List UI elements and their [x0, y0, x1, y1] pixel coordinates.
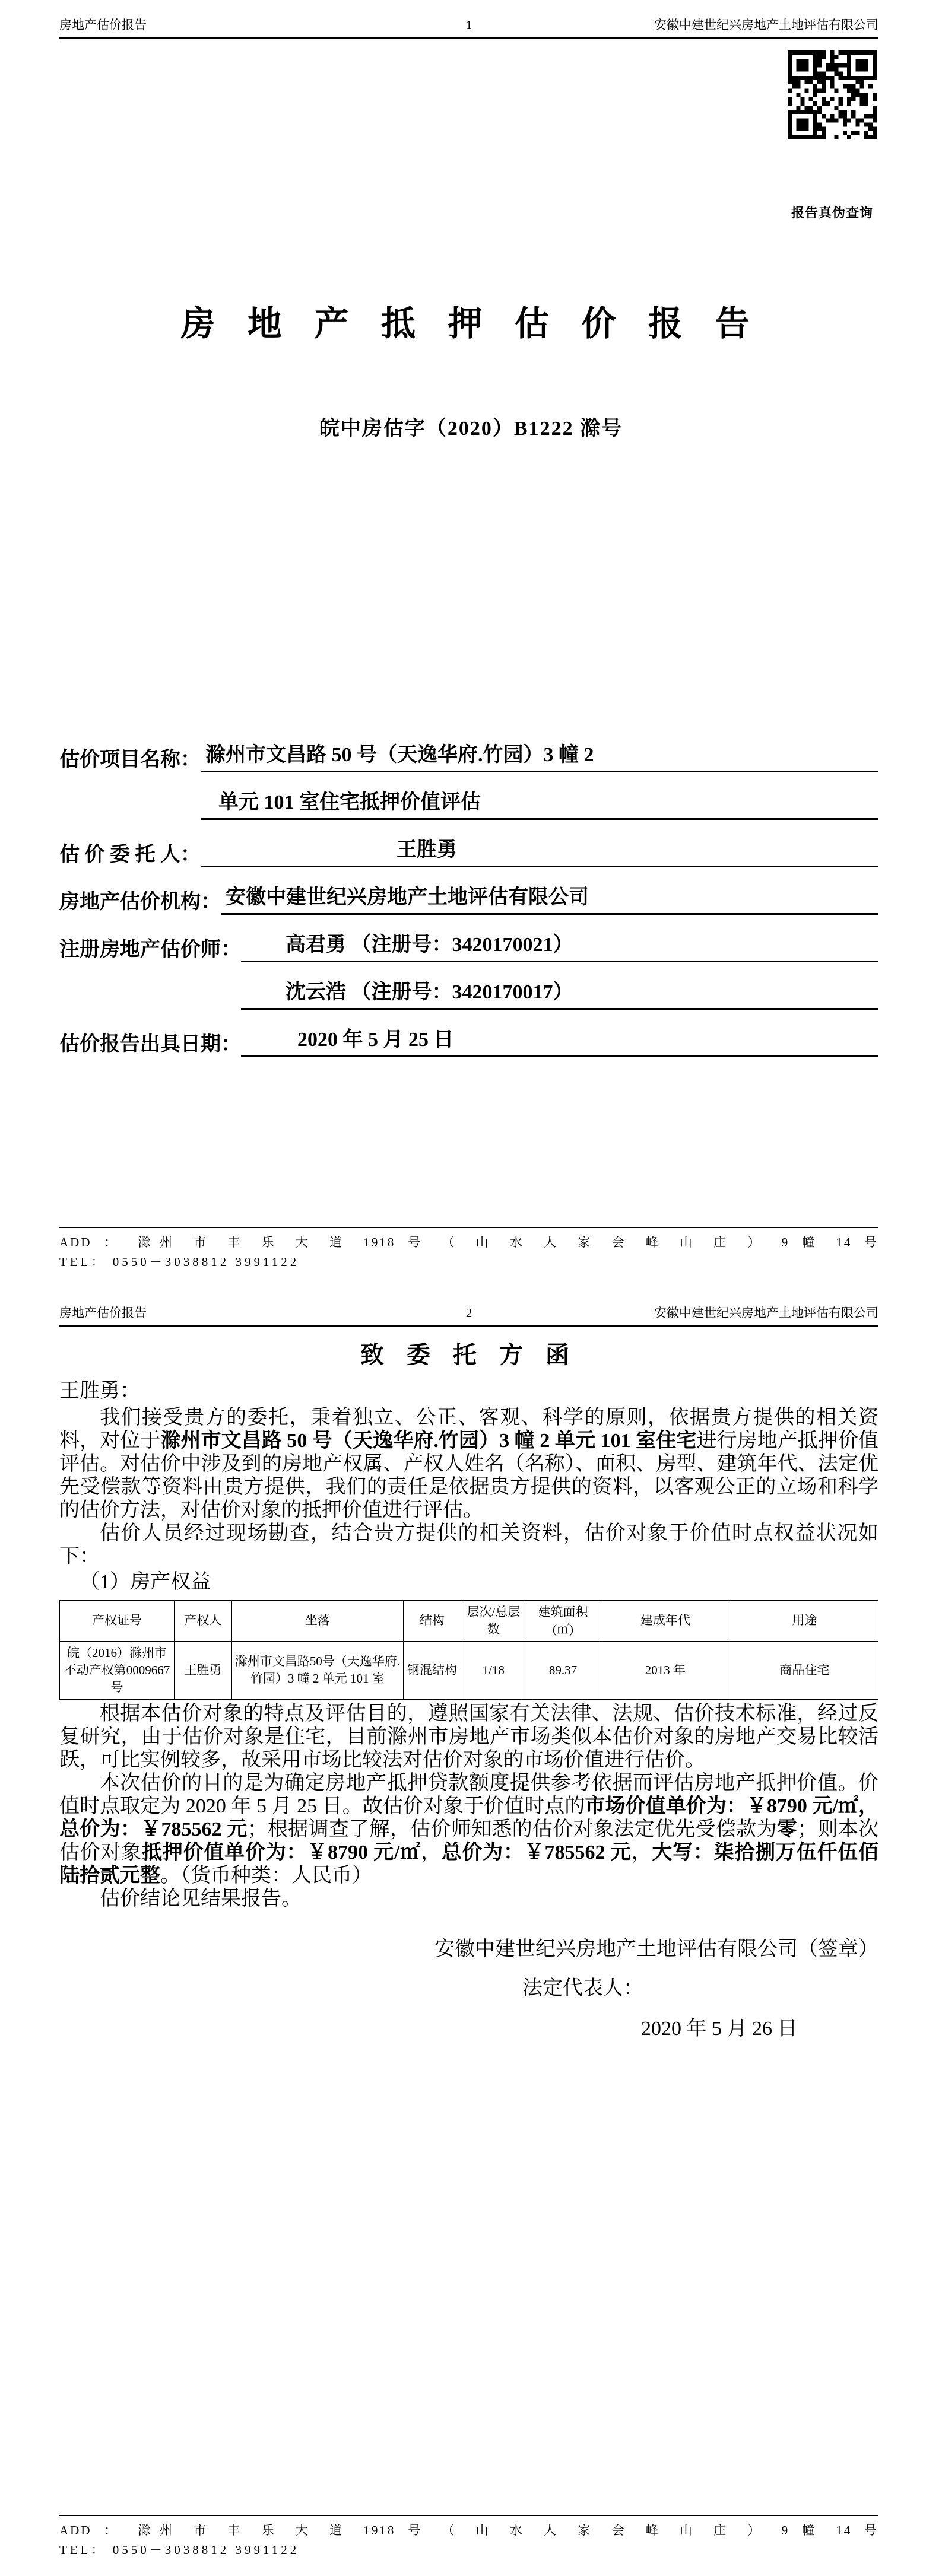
form-value-appraiser-1: 高君勇 （注册号：3420170021） [241, 933, 878, 963]
footer-phone: TEL： 0550－3038812 3991122 [59, 1254, 300, 1269]
table-header-cell-location: 坐落 [231, 1600, 404, 1641]
footer-address: ADD ： 滁州 市 丰 乐 大 道 1918 号 （ 山 水 人 家 会 峰 山 庄 ） 9 幢 14 号 [59, 2523, 878, 2538]
table-cell-location: 滁州市文昌路50号（天逸华府. 竹园）3 幢 2 单元 101 室 [231, 1641, 404, 1699]
page-footer [59, 2515, 878, 2558]
table-header-cell-structure: 结构 [404, 1600, 461, 1641]
table-cell-use: 商品住宅 [731, 1641, 878, 1699]
table-cell-structure: 钢混结构 [404, 1641, 461, 1699]
table-cell-year: 2013 年 [600, 1641, 731, 1699]
paragraph-intro: 我们接受贵方的委托，秉着独立、公正、客观、科学的原则，依据贵方提供的相关资料，对位于滁州市文昌路 50 号（天逸华府.竹园）3 幢 2 单元 101 室住宅进行房地产抵押价值评估。对估价中涉及到的房地产权属、产权人姓名（名称）、面积、房型、建筑年代、法定优先受偿款等资料由贵方提供，我们的责任是依据贵方提供的资料，以客观公正的立场和科学的估价方法，对估价对象的抵押价值进行评估。 [59, 1406, 879, 1521]
form-value-project-name: 滁州市文昌路 50 号（天逸华府.竹园）3 幢 2 [201, 743, 878, 773]
paragraph-conclusion: 估价结论见结果报告。 [100, 1887, 302, 1910]
paragraph-method: 根据本估价对象的特点及评估目的，遵照国家有关法律、法规、估价技术标准，经过反复研究，由于估价对象是住宅，目前滁州市房地产市场类似本估价对象的房地产交易比较活跃，可比实例较多，故采用市场比较法对估价对象的市场价值进行估价。 [59, 1702, 878, 1771]
report-title: 房 地 产 抵 押 估 价 报 告 [180, 304, 762, 343]
form-value-appraiser-2: 沈云浩 （注册号：3420170017） [241, 980, 878, 1010]
header-doc-name: 房地产估价报告 [59, 1306, 147, 1320]
header-doc-name: 房地产估价报告 [59, 18, 147, 32]
form-row-agency [59, 867, 878, 915]
paragraph-valuation: 本次估价的目的是为确定房地产抵押贷款额度提供参考依据而评估房地产抵押价值。价值时点取定为 2020 年 5 月 25 日。故估价对象于价值时点的市场价值单价为：￥8790 元/㎡，总价为：￥785562 元；根据调查了解，估价师知悉的估价对象法定优先受偿款为零；则本次估价对象抵押价值单价为：￥8790 元/㎡，总价为：￥785562 元，大写：柒拾捌万伍仟伍佰陆拾贰元整。（货币种类：人民币） [59, 1772, 879, 1887]
form-row-project-name [59, 725, 878, 772]
table-cell-owner: 王胜勇 [175, 1641, 232, 1699]
table-cell-area: 89.37 [526, 1641, 600, 1699]
form-row-appraiser-2 [59, 962, 878, 1010]
page-number: 2 [465, 1306, 472, 1320]
page-2 [0, 1288, 942, 2576]
table-cell-cert-no: 皖（2016）滁州市不动产权第0009667 号 [60, 1641, 175, 1699]
form-row-client [59, 820, 878, 867]
form-label: 估 价 委 托 人： [59, 843, 201, 866]
table-header-cell-floor: 层次/总层数 [461, 1600, 526, 1641]
footer-phone: TEL： 0550－3038812 3991122 [59, 2542, 300, 2557]
form-label: 估价报告出具日期： [59, 1033, 241, 1055]
page-number: 1 [465, 18, 472, 32]
form-value-client: 王胜勇 [201, 838, 878, 868]
form-value-project-name-cont: 单元 101 室住宅抵押价值评估 [201, 790, 878, 820]
table-cell-floor: 1/18 [461, 1641, 526, 1699]
table-header-cell-area: 建筑面积(㎡) [526, 1600, 600, 1641]
table-row [60, 1641, 878, 1699]
qr-code-image [788, 50, 877, 139]
property-rights-table [59, 1600, 878, 1700]
signature-date: 2020 年 5 月 26 日 [641, 2018, 798, 2040]
cover-form [59, 725, 878, 1057]
page-footer [59, 1227, 878, 1270]
legal-representative: 法定代表人： [522, 1977, 643, 2000]
property-rights-label: （1）房产权益 [80, 1570, 211, 1593]
table-header-cell-year: 建成年代 [600, 1600, 731, 1641]
paragraph-survey: 估价人员经过现场勘查，结合贵方提供的相关资料，估价对象于价值时点权益状况如下： [59, 1522, 878, 1567]
header-company-name: 安徽中建世纪兴房地产土地评估有限公司 [654, 18, 878, 32]
form-value-agency: 安徽中建世纪兴房地产土地评估有限公司 [221, 885, 878, 915]
form-label: 估价项目名称： [59, 748, 201, 771]
qr-code [788, 50, 877, 139]
table-header-cell-use: 用途 [731, 1600, 878, 1641]
page-header [59, 0, 878, 39]
qr-caption: 报告真伪查询 [791, 205, 873, 220]
signature-company: 安徽中建世纪兴房地产土地评估有限公司（签章） [434, 1938, 878, 1960]
salutation: 王胜勇： [59, 1380, 140, 1403]
table-header-row [60, 1600, 878, 1641]
table-header-cell-owner: 产权人 [175, 1600, 232, 1641]
form-label: 房地产估价机构： [59, 891, 221, 913]
report-number: 皖中房估字（2020）B1222 滁号 [319, 418, 623, 440]
letter-title: 致 委 托 方 函 [360, 1341, 578, 1369]
form-row-project-name-cont [59, 772, 878, 820]
footer-address: ADD ： 滁州 市 丰 乐 大 道 1918 号 （ 山 水 人 家 会 峰 山 庄 ） 9 幢 14 号 [59, 1235, 878, 1250]
header-company-name: 安徽中建世纪兴房地产土地评估有限公司 [654, 1306, 878, 1320]
form-value-report-date: 2020 年 5 月 25 日 [241, 1028, 878, 1058]
form-row-report-date [59, 1010, 878, 1057]
page-header [59, 1288, 878, 1327]
form-row-appraiser-1 [59, 915, 878, 962]
table-header-cell-cert-no: 产权证号 [60, 1600, 175, 1641]
form-label: 注册房地产估价师： [59, 938, 241, 961]
